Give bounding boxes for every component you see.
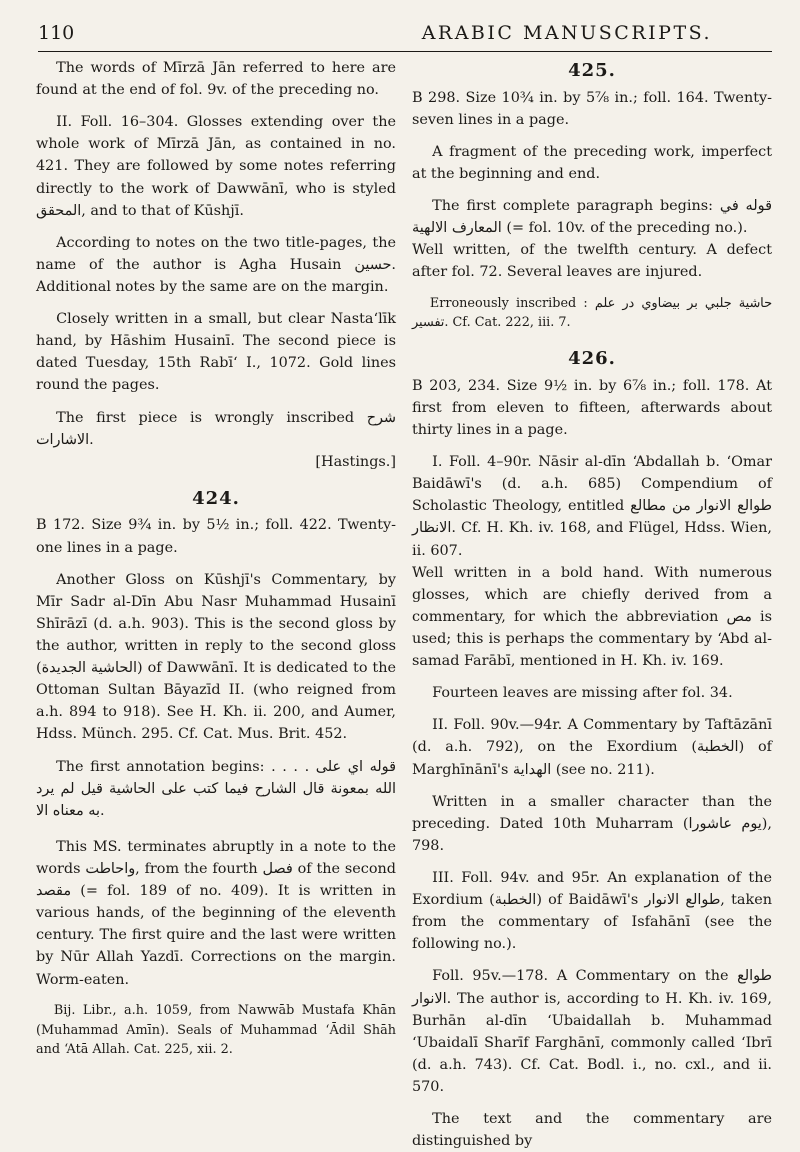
entry-description: B 203, 234. Size 9½ in. by 6⅞ in.; foll. 178. At first from eleven to fifteen, afterwards about thirty lines in a page. [412,377,772,438]
paragraph: A fragment of the preceding work, imperfect at the beginning and end. [412,143,772,182]
paragraph: The first complete paragraph begins: قوله في المعارف الالهية (= fol. 10v. of the preceding no.). [412,198,772,237]
paragraph: Well written, of the twelfth century. A defect after fol. 72. Several leaves are injured. [412,242,772,281]
paragraph: Closely written in a small, but clear Nasta‘līk hand, by Hāshim Husainī. The second piece is dated Tuesday, 15th Rabī‘ I., 1072. Gold lines round the pages. [36,311,396,394]
paragraph: Erroneously inscribed : حاشية جلبي بر بيضاوي در علم تفسير. Cf. Cat. 222, iii. 7. [412,295,772,331]
entry-number-426: 426. [568,348,616,370]
paragraph: The first annotation begins: . . . . قوله اي على الله بمعونة قال الشارح فيما كتب على الحاشية قيل لم يرد به معناه الا. [36,758,396,819]
paragraph: Written in a smaller character than the preceding. Dated 10th Muharram (يوم عاشورا), 798. [412,793,772,854]
left-column [36,57,396,1152]
entry-number-425: 425. [568,60,616,81]
paragraph: Foll. 95v.—178. A Commentary on the طوالع الانوار. The author is, according to H. Kh. iv. 169, Burhān al-dīn ‘Ubaidallah b. Muhammad ‘Ubaidalī Sharīf Farghānī, commonly called ‘Ibrī (d. a.h. 743). Cf. Cat. Bodl. i., no. cxl., and ii. 570. [412,968,772,1095]
paragraph: The text and the commentary are distinguished by [412,1111,772,1150]
entry-description: B 298. Size 10¾ in. by 5⅞ in.; foll. 164. Twenty-seven lines in a page. [412,89,772,128]
paragraph: This MS. terminates abruptly in a note to the words واحاطت, from the fourth فصل of the second مقصد (= fol. 189 of no. 409). It is written in various hands, of the beginning of the eleventh century. The first quire and the last were written by Nūr Allah Yazdī. Corrections on the margin. Worm-eaten. [36,838,396,988]
provenance-paragraph: Bij. Libr., a.h. 1059, from Nawwāb Mustafa Khān (Muhammad Amīn). Seals of Muhammad ‘Ādil Shāh and ‘Atā Allah. Cat. 225, xii. 2. [36,1002,396,1058]
paragraph: The words of Mīrzā Jān referred to here are found at the end of fol. 9v. of the preceding no. [36,60,396,99]
paragraph: The first piece is wrongly inscribed شرح الاشارات. [36,409,396,448]
provenance-note: [Hastings.] [315,453,396,470]
paragraph: II. Foll. 16–304. Glosses extending over the whole work of Mīrzā Jān, as contained in no. 421. They are followed by some notes referring directly to the work of Dawwānī, who is styled المحقق, and to that of Kūshjī. [36,114,396,219]
paragraph: Well written in a bold hand. With numerous glosses, which are chiefly derived from a commentary, for which the abbreviation مص is used; this is perhaps the commentary by ‘Abd al-samad Farābī, mentioned in H. Kh. iv. 169. [412,564,773,670]
paragraph: Fourteen leaves are missing after fol. 34. [432,685,733,702]
paragraph: II. Foll. 90v.—94r. A Commentary by Taftāzānī (d. a.h. 792), on the Exordium (الخطبة) of Marghīnānī's الهداية (see no. 211). [412,717,772,778]
paragraph: III. Foll. 94v. and 95r. An explanation of the Exordium (الخطبة) of Baidāwī's طوالع الانوار, taken from the commentary of Isfahānī (see the following no.). [412,869,772,953]
two-column-body [24,57,778,1152]
header-rule [38,51,772,52]
entry-number-424: 424. [192,487,240,509]
entry-description: B 172. Size 9¾ in. by 5½ in.; foll. 422. Twenty-one lines in a page. [36,517,396,556]
page-number: 110 [38,22,75,44]
running-title: ARABIC MANUSCRIPTS. [421,22,712,44]
right-column [412,57,772,1152]
page-header [24,0,772,44]
paragraph: According to notes on the two title-pages, the name of the author is Agha Husain حسين. Additional notes by the same are on the margin. [36,234,396,295]
paragraph: I. Foll. 4–90r. Nāsir al-dīn ‘Abdallah b. ‘Omar Baidāwī's (d. a.h. 685) Compendium of Scholastic Theology, entitled طوالع الانوار من مطالع الانظار. Cf. H. Kh. iv. 168, and Flügel, Hdss. Wien, ii. 607. [412,454,772,559]
paragraph: Another Gloss on Kūshjī's Commentary, by Mīr Sadr al-Dīn Abu Nasr Muhammad Husainī Shīrāzī (d. a.h. 903). This is the second gloss by the author, written in reply to the second gloss (الحاشية الجديدة) of Dawwānī. It is dedicated to the Ottoman Sultan Bāyazīd II. (who reigned from a.h. 894 to 918). See H. Kh. ii. 200, and Aumer, Hdss. Münch. 295. Cf. Cat. Mus. Brit. 452. [36,571,396,743]
